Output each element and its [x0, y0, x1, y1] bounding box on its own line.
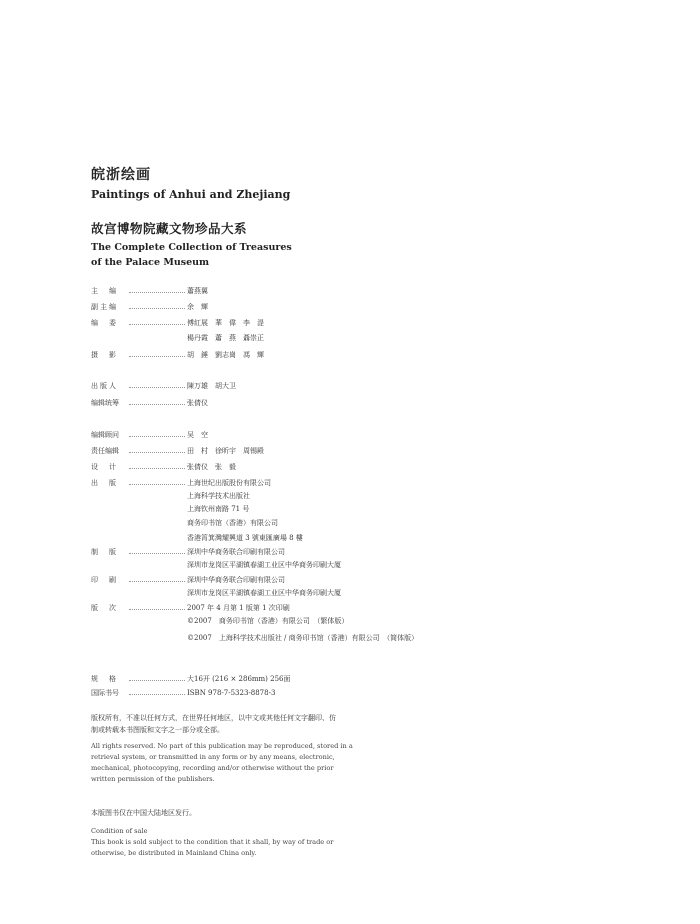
credit-row	[91, 430, 208, 440]
credit-value: 傅紅展 華 偉 李 湜	[187, 319, 264, 327]
rights-en-line4: written permission of the publishers.	[91, 775, 215, 783]
credit-row	[91, 588, 341, 598]
credit-row	[91, 603, 290, 613]
book-title-zh: 皖浙绘画	[91, 167, 151, 183]
rights-en-line3: mechanical, photocopying, recording and/or otherwise without the prior	[91, 764, 334, 772]
credit-row	[91, 302, 208, 312]
credit-value: 吴 空	[187, 431, 208, 439]
rights-en	[91, 741, 381, 785]
dotted-leader	[129, 350, 185, 357]
credit-value: 张倩仪	[187, 399, 208, 407]
credit-row	[91, 350, 264, 360]
dotted-leader	[129, 633, 185, 639]
credit-label: 编辑统筹	[91, 399, 119, 407]
credit-value: 陳万雄 胡大卫	[187, 382, 236, 390]
credit-value: 上海钦州南路 71 号	[187, 505, 250, 513]
credit-label: 出版人	[91, 382, 118, 390]
credit-label	[91, 504, 129, 514]
credit-value: 香港筲箕灣耀興道 3 號東匯廣場 8 樓	[187, 534, 303, 542]
dotted-leader	[129, 381, 185, 388]
credit-row	[91, 398, 208, 408]
sale-en-line2: otherwise, be distributed in Mainland China only.	[91, 849, 257, 857]
dotted-leader	[129, 674, 185, 681]
credit-value: 蕭燕翼	[187, 287, 208, 295]
dotted-leader	[129, 430, 185, 437]
credit-label: 版 次	[91, 604, 118, 612]
rights-zh-line1: 版权所有，不准以任何方式，在世界任何地区，以中文或其他任何文字翻印、仿	[91, 714, 336, 722]
credit-label	[91, 560, 129, 570]
credit-value: 深圳市龙岗区平湖镇春湖工业区中华商务印刷大厦	[187, 561, 341, 569]
dotted-leader	[129, 533, 185, 539]
credit-value: 商务印书馆（香港）有限公司	[187, 519, 278, 527]
dotted-leader	[129, 462, 185, 469]
dotted-leader	[129, 333, 185, 339]
credit-row	[91, 381, 236, 391]
credit-value: 上海世纪出版股份有限公司	[187, 479, 271, 487]
credit-label: 设 计	[91, 463, 118, 471]
credit-label: 制 版	[91, 548, 118, 556]
credit-row	[91, 286, 208, 296]
credit-value: 深圳市龙岗区平湖镇春湖工业区中华商务印刷大厦	[187, 589, 341, 597]
credit-label: 编 委	[91, 319, 118, 327]
series-title-zh: 故宫博物院藏文物珍品大系	[91, 221, 248, 236]
credit-value: 大16开 (216 × 286mm) 256面	[187, 675, 291, 683]
credit-label	[91, 616, 129, 626]
credit-label	[91, 518, 129, 528]
credit-label	[91, 633, 129, 643]
dotted-leader	[129, 560, 185, 566]
credit-value: 胡 錘 劉志崗 馮 輝	[187, 351, 264, 359]
credit-row	[91, 575, 285, 585]
credit-label: 编辑顾问	[91, 431, 119, 439]
credit-row	[91, 674, 291, 684]
dotted-leader	[129, 518, 185, 524]
credit-value: 上海科学技术出版社	[187, 492, 250, 500]
credit-row	[91, 333, 264, 343]
credit-row	[91, 491, 250, 501]
credit-value: ISBN 978-7-5323-8878-3	[187, 689, 276, 697]
credit-value: 余 輝	[187, 303, 208, 311]
credit-row	[91, 518, 278, 528]
credit-row	[91, 688, 275, 698]
credit-value: ©2007 上海科学技术出版社 / 商务印书馆（香港）有限公司 （简体版）	[187, 634, 419, 642]
dotted-leader	[129, 318, 185, 325]
credit-label	[91, 333, 129, 343]
credit-row	[91, 616, 348, 626]
dotted-leader	[129, 302, 185, 309]
dotted-leader	[129, 603, 185, 610]
series-title-en-line1: The Complete Collection of Treasures	[91, 242, 292, 253]
dotted-leader	[129, 575, 185, 582]
credit-row	[91, 633, 418, 643]
dotted-leader	[129, 478, 185, 485]
credit-label: 摄 影	[91, 351, 118, 359]
series-title-en-line2: of the Palace Museum	[91, 257, 210, 268]
book-title-en: Paintings of Anhui and Zhejiang	[91, 188, 291, 201]
credit-value: ©2007 商务印书馆（香港）有限公司 （繁体版）	[187, 617, 349, 625]
credit-label: 规 格	[91, 675, 118, 683]
credit-label: 出 版	[91, 479, 118, 487]
dotted-leader	[129, 616, 185, 622]
credit-value: 张倩仪 张 毅	[187, 463, 236, 471]
dotted-leader	[129, 398, 185, 405]
sale-en	[91, 826, 381, 859]
credit-label: 主 编	[91, 287, 118, 295]
credit-label: 印 刷	[91, 576, 118, 584]
credit-row	[91, 504, 249, 514]
sale-en-line1: This book is sold subject to the condition that it shall, by way of trade or	[91, 838, 334, 846]
credit-label: 国际书号	[91, 689, 119, 697]
credit-row	[91, 547, 285, 557]
credit-row	[91, 560, 341, 570]
credit-value: 田 村 徐昕宇 周锡殿	[187, 447, 264, 455]
credit-label: 副主编	[91, 303, 118, 311]
dotted-leader	[129, 504, 185, 510]
credit-label	[91, 588, 129, 598]
credit-label: 责任编辑	[91, 447, 119, 455]
credit-value: 深圳中华商务联合印刷有限公司	[187, 548, 285, 556]
credit-row	[91, 533, 303, 543]
dotted-leader	[129, 491, 185, 497]
dotted-leader	[129, 547, 185, 554]
credit-label	[91, 491, 129, 501]
dotted-leader	[129, 588, 185, 594]
dotted-leader	[129, 286, 185, 293]
credit-value: 楊丹霞 蕭 燕 聶崇正	[187, 334, 264, 342]
credit-value: 2007 年 4 月第 1 版第 1 次印刷	[187, 604, 290, 612]
dotted-leader	[129, 446, 185, 453]
series-title-en	[91, 240, 292, 270]
credit-row	[91, 478, 271, 488]
dotted-leader	[129, 688, 185, 695]
rights-zh-line2: 制或转载本书图版和文字之一部分或全部。	[91, 726, 224, 734]
sale-en-title: Condition of sale	[91, 827, 148, 835]
rights-en-line1: All rights reserved. No part of this publication may be reproduced, stored in a	[91, 742, 353, 750]
credit-value: 深圳中华商务联合印刷有限公司	[187, 576, 285, 584]
rights-en-line2: retrieval system, or transmitted in any form or by any means, electronic,	[91, 753, 335, 761]
rights-zh	[91, 712, 336, 736]
credit-row	[91, 446, 264, 456]
sale-zh: 本版图书仅在中国大陆地区发行。	[91, 809, 196, 817]
credit-row	[91, 462, 236, 472]
credit-row	[91, 318, 264, 328]
credit-label	[91, 533, 129, 543]
